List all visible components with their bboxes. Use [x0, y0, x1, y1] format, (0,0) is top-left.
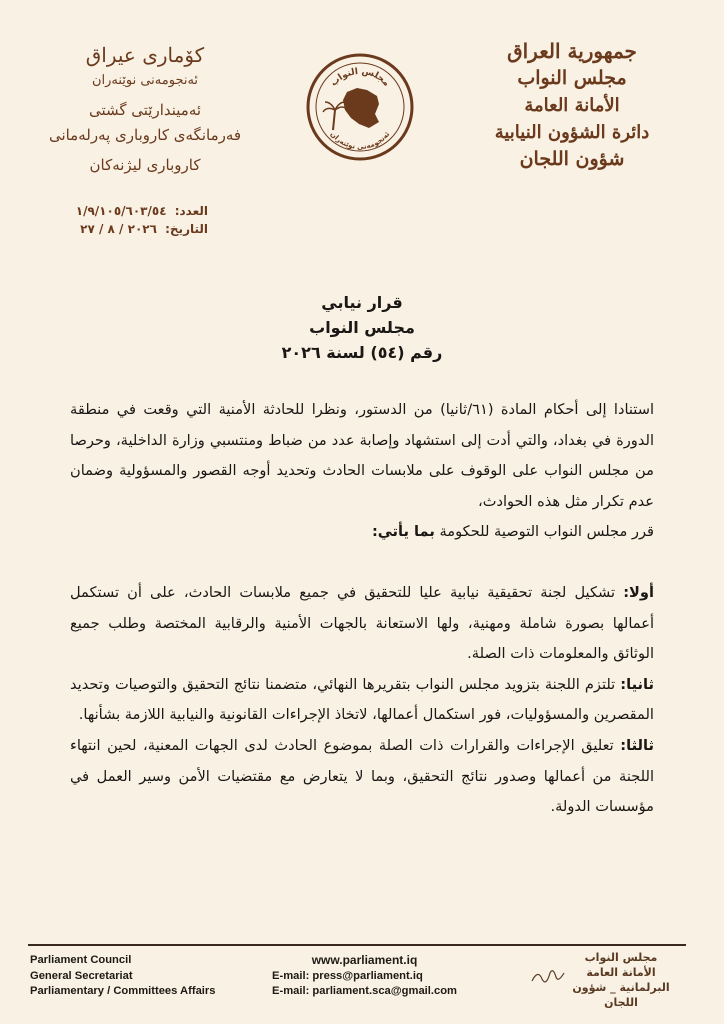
letterhead-line: جمهورية العراق — [507, 39, 637, 63]
reference-number-value: ١/٩/١٠٥/٦٠٣/٥٤ — [75, 204, 167, 218]
reference-block — [28, 202, 208, 238]
letterhead-line: ئەمیندارێتی گشتی — [88, 101, 202, 119]
decision-title — [0, 290, 724, 365]
letterhead-line: الأمانة العامة — [524, 95, 620, 116]
website-link[interactable]: www.parliament.iq — [311, 953, 418, 967]
email-link[interactable]: E-mail: press@parliament.iq — [272, 969, 423, 982]
parliament-seal-icon — [305, 52, 415, 162]
letterhead-line: کاروباری لیژنەکان — [89, 156, 201, 174]
decision-item-3 — [70, 731, 654, 823]
decision-lead-tail: بما يأتي: — [371, 523, 435, 541]
item-label: أولا: — [623, 583, 654, 601]
decision-item-2 — [70, 670, 654, 731]
reference-date-value: ٢٠٢٦ / ٨ / ٢٧ — [80, 222, 157, 236]
letterhead-line: كۆماری عیراق — [85, 43, 205, 67]
letterhead-line: شؤون اللجان — [519, 148, 625, 170]
footer-line: مجلس النواب — [584, 951, 658, 964]
item-label: ثانيا: — [620, 675, 654, 693]
letterhead-line: دائرة الشؤون النيابية — [494, 122, 650, 143]
decision-lead-text: قرر مجلس النواب التوصية للحكومة — [439, 523, 654, 541]
title-line: مجلس النواب — [309, 318, 415, 337]
footer-line: Parliament Council — [30, 954, 132, 966]
reference-date-label: التاريخ: — [165, 222, 208, 236]
intro-paragraph: استنادا إلى أحكام المادة (٦١/ثانيا) من الدستور، ونظرا للحادثة الأمنية التي وقعت في منطقة الدورة في بغداد، والتي أدت إلى استشهاد وإصابة عدد من ضباط ومنتسبي وزارة الداخلية، وحرصا من مجلس النواب على الوقوف على ملابسات الحادث وتحديد أوجه القصور والمسؤولية وضمان عدم تكرار مثل هذه الحوادث، — [70, 401, 654, 510]
title-line: قرار نيابي — [321, 293, 403, 312]
letterhead-kurdish — [40, 40, 250, 180]
decision-item-1 — [70, 578, 654, 670]
reference-number — [28, 202, 208, 220]
email-link[interactable]: E-mail: parliament.sca@gmail.com — [272, 985, 457, 997]
footer-line: البرلمانية _ شؤون اللجان — [572, 981, 670, 1009]
seal-bottom-text: ئەنجومەنی نوێنەران — [328, 130, 392, 152]
reference-date — [28, 220, 208, 238]
footer-contacts — [272, 953, 457, 1000]
footer-line: Parliamentary / Committees Affairs — [30, 985, 216, 997]
item-label: ثالثا: — [620, 736, 654, 754]
footer-divider — [28, 944, 686, 946]
item-text: تعليق الإجراءات والقرارات ذات الصلة بموضوع الحادث لدى الجهات المعنية، لحين انتهاء اللجنة من أعمالها وصدور نتائج التحقيق، وبما لا يتعارض مع مقتضيات الأمن وسير العمل في مؤسسات الدولة. — [70, 736, 654, 816]
decision-lead — [70, 517, 654, 548]
footer-arabic — [556, 950, 686, 1010]
svg-text:ئەنجومەنی نوێنەران — [329, 130, 392, 151]
letterhead-line: ئەنجومەنی نوێنەران — [91, 73, 199, 88]
footer-line: الأمانة العامة — [586, 966, 656, 979]
svg-text:مجلس النواب — [329, 67, 391, 89]
letterhead-line: مجلس النواب — [517, 67, 627, 89]
item-text: تلتزم اللجنة بتزويد مجلس النواب بتقريرها النهائي، متضمنا نتائج التحقيق والتوصيات وتحديد المقصرين والمسؤوليات، فور استكمال أعمالها، لاتخاذ الإجراءات القانونية والنيابية اللازمة بشأنها. — [70, 675, 654, 724]
decision-body — [70, 395, 654, 823]
letterhead-line: فەرمانگەی کاروباری پەرلەمانی — [48, 126, 242, 144]
item-text: تشكيل لجنة تحقيقية نيابية عليا للتحقيق في جميع ملابسات الحادث، على أن تستكمل أعمالها بصورة شاملة ومهنية، ولها الاستعانة بالجهات الأمنية والرقابية المختصة وطلب جميع الوثائق والمعلومات ذات الصلة. — [70, 583, 654, 663]
footer-line: General Secretariat — [30, 969, 133, 982]
seal-top-text: مجلس النواب — [328, 66, 392, 89]
footer-english — [30, 953, 216, 1000]
title-line: رقم (٥٤) لسنة ٢٠٢٦ — [281, 343, 443, 362]
letterhead-arabic — [472, 38, 672, 173]
reference-number-label: العدد: — [174, 204, 208, 218]
